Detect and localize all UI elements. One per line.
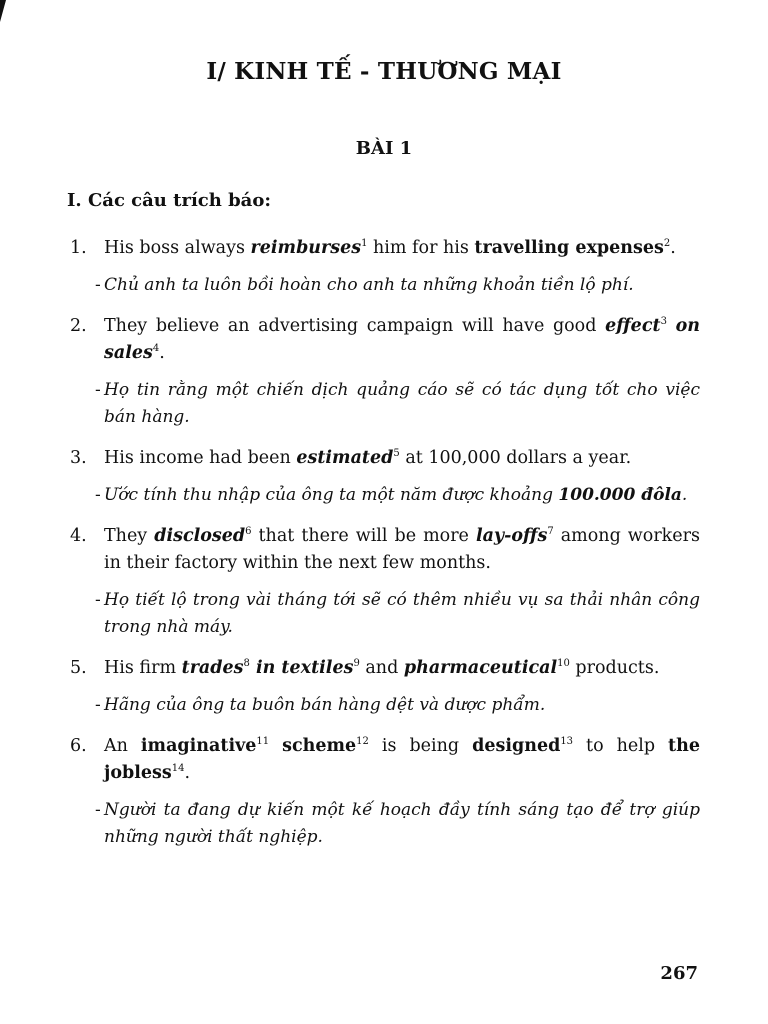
sentence-list [0,235,768,865]
item-number: 4. [70,526,87,546]
list-item [0,655,768,719]
list-item [0,235,768,299]
keyword: disclosed [154,526,246,546]
dash-marker: - [95,800,101,820]
keyword: pharmaceutical [403,658,558,678]
keyword: imaginative [140,736,257,756]
footnote-ref: 3 [660,316,667,328]
english-sentence [0,313,700,367]
text-span: him for his [367,238,475,258]
vietnamese-translation [0,587,700,641]
list-item [0,733,768,851]
text-span: They [104,526,155,546]
keyword: designed [472,736,561,756]
chapter-title: I/ KINH TẾ - THƯƠNG MẠI [206,58,562,85]
footnote-ref: 11 [256,736,270,748]
footnote-ref: 13 [560,736,574,748]
text-span: among workers in their factory within the next few months. [104,526,700,573]
keyword: travelling expenses [474,238,664,258]
dash-marker: - [95,380,101,400]
english-sentence [0,235,700,262]
footnote-ref: 7 [547,526,554,538]
text-span: His income had been [104,448,297,468]
text-span: His firm [104,658,182,678]
english-sentence [0,523,700,577]
vietnamese-translation [0,692,700,719]
keyword: effect [605,316,661,336]
item-number: 3. [70,448,87,468]
translation-text: Người ta đang dự kiến một kế hoạch đầy tính sáng tạo để trợ giúp những người thất nghiệp. [104,800,700,847]
footnote-ref: 8 [243,658,250,670]
english-sentence [0,655,700,682]
keyword: estimated [296,448,394,468]
footnote-ref: 9 [353,658,360,670]
text-span: They believe an advertising campaign will have good [104,316,606,336]
dash-marker: - [95,275,101,295]
text-span: products. [569,658,660,678]
text-span: . [159,343,165,363]
footnote-ref: 4 [152,343,160,355]
translation-text: Họ tiết lộ trong vài tháng tới sẽ có thêm nhiều vụ sa thải nhân công trong nhà máy. [104,590,700,637]
translation-text: Hãng của ông ta buôn bán hàng dệt và dược phẩm. [104,695,546,715]
dash-marker: - [95,695,101,715]
keyword: lay-offs [475,526,548,546]
item-number: 5. [70,658,87,678]
vietnamese-translation [0,377,700,431]
keyword: in textiles [249,658,354,678]
keyword: reimburses [250,238,362,258]
text-span: and [359,658,404,678]
translation-text: Họ tin rằng một chiến dịch quảng cáo sẽ có tác dụng tốt cho việc bán hàng. [104,380,700,427]
scan-corner-mark [0,0,6,22]
footnote-ref: 14 [171,763,185,775]
list-item [0,445,768,509]
english-sentence [0,445,700,472]
keyword: on sales [104,316,700,363]
dash-marker: - [95,590,101,610]
translation-text: Chủ anh ta luôn bồi hoàn cho anh ta những khoản tiền lộ phí. [104,275,634,295]
text-span: His boss always [104,238,251,258]
item-number: 6. [70,736,87,756]
footnote-ref: 2 [663,238,671,250]
footnote-ref: 6 [245,526,252,538]
footnote-ref: 5 [393,448,400,460]
dash-marker: - [95,485,101,505]
list-item [0,523,768,641]
keyword: scheme [282,736,357,756]
text-span: . [670,238,676,258]
item-number: 1. [70,238,87,258]
vietnamese-translation [0,797,700,851]
text-span [269,736,282,756]
text-span: is being [368,736,473,756]
vietnamese-translation [0,482,700,509]
footnote-ref: 1 [361,238,368,250]
english-sentence [0,733,700,787]
item-number: 2. [70,316,87,336]
translation-text: Ước tính thu nhập của ông ta một năm được khoảng [104,485,559,505]
footnote-ref: 12 [356,736,369,748]
page-number: 267 [660,963,698,984]
text-span: . [681,485,688,505]
translation-amount: 100.000 đôla [558,485,682,505]
text-span: at 100,000 dollars a year. [399,448,632,468]
vietnamese-translation [0,272,700,299]
text-span: . [184,763,191,783]
keyword: the jobless [104,736,700,783]
lesson-heading: BÀI 1 [355,138,413,159]
text-span: that there will be more [251,526,476,546]
keyword: trades [181,658,244,678]
section-heading: I. Các câu trích báo: [67,190,271,211]
text-span: to help [573,736,669,756]
text-span: An [104,736,141,756]
footnote-ref: 10 [557,658,570,670]
list-item [0,313,768,431]
